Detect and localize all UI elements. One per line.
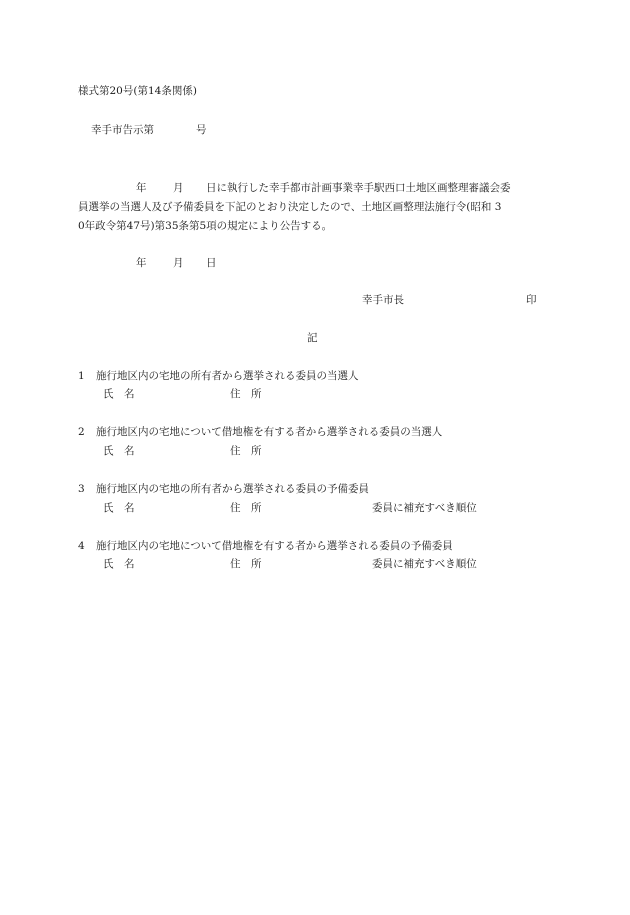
item-number: 2 bbox=[78, 426, 85, 438]
item-number: 3 bbox=[78, 483, 85, 495]
item-title: 施行地区内の宅地の所有者から選挙される委員の当選人 bbox=[96, 370, 359, 382]
rank-label: 委員に補充すべき順位 bbox=[372, 502, 477, 514]
seal-mark: 印 bbox=[526, 294, 537, 306]
name-label: 氏 名 bbox=[103, 502, 135, 514]
form-label: 様式第20号(第14条関係) bbox=[78, 85, 197, 97]
body-line-3: 0年政令第47号)第35条第5項の規定により公告する。 bbox=[78, 220, 333, 232]
item-title: 施行地区内の宅地について借地権を有する者から選挙される委員の当選人 bbox=[96, 426, 443, 438]
notice-header-suffix: 号 bbox=[196, 124, 207, 136]
rank-label: 委員に補充すべき順位 bbox=[372, 558, 477, 570]
mayor-title: 幸手市長 bbox=[362, 294, 404, 306]
name-label: 氏 名 bbox=[103, 558, 135, 570]
date-month: 月 bbox=[173, 257, 184, 269]
date-day: 日 bbox=[206, 257, 217, 269]
date-year: 年 bbox=[136, 257, 147, 269]
ki-heading: 記 bbox=[307, 332, 318, 344]
notice-header-prefix: 幸手市告示第 bbox=[91, 124, 154, 136]
address-label: 住 所 bbox=[230, 388, 262, 400]
body-year: 年 bbox=[136, 182, 147, 194]
name-label: 氏 名 bbox=[103, 388, 135, 400]
item-title: 施行地区内の宅地について借地権を有する者から選挙される委員の予備委員 bbox=[96, 540, 453, 552]
name-label: 氏 名 bbox=[103, 445, 135, 457]
item-number: 4 bbox=[78, 540, 85, 552]
address-label: 住 所 bbox=[230, 558, 262, 570]
body-line-2: 員選挙の当選人及び予備委員を下記のとおり決定したので、土地区画整理法施行令(昭和 3 bbox=[78, 201, 502, 213]
item-title: 施行地区内の宅地の所有者から選挙される委員の予備委員 bbox=[96, 483, 369, 495]
address-label: 住 所 bbox=[230, 502, 262, 514]
body-month: 月 bbox=[173, 182, 184, 194]
item-number: 1 bbox=[78, 370, 85, 382]
address-label: 住 所 bbox=[230, 445, 262, 457]
body-line1-rest: 日に執行した幸手都市計画事業幸手駅西口土地区画整理審議会委 bbox=[206, 182, 511, 194]
